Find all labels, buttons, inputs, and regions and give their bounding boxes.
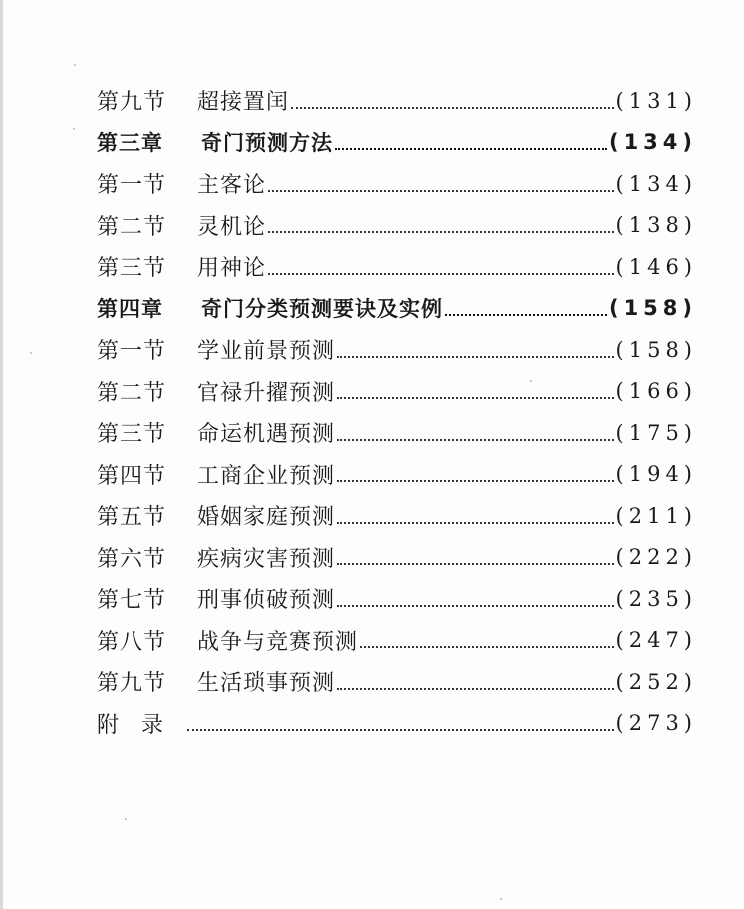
dot-leader bbox=[337, 541, 614, 565]
toc-entry-label: 第一节 bbox=[97, 339, 167, 365]
toc-entry[interactable] bbox=[97, 80, 697, 122]
dot-leader bbox=[337, 500, 614, 524]
toc-entry-title: 工商企业预测 bbox=[197, 463, 336, 489]
toc-appendix-entry[interactable] bbox=[97, 703, 697, 745]
toc-entry-label: 第三章 bbox=[97, 131, 163, 156]
toc-entry[interactable] bbox=[97, 620, 697, 662]
toc-chapter-entry[interactable] bbox=[97, 288, 697, 330]
dot-leader bbox=[337, 417, 614, 441]
toc-entry[interactable] bbox=[97, 329, 697, 371]
toc-entry-title: 刑事侦破预测 bbox=[197, 588, 336, 614]
dot-leader bbox=[291, 85, 614, 109]
toc-entry-title: 战争与竞赛预测 bbox=[197, 629, 359, 655]
toc-entry-page: (194) bbox=[615, 462, 697, 487]
toc-entry-page: (158) bbox=[608, 296, 697, 321]
toc-entry-label: 第二节 bbox=[97, 380, 167, 406]
scan-speck bbox=[125, 818, 127, 820]
toc-entry-page: (222) bbox=[615, 545, 697, 570]
toc-entry-label: 第八节 bbox=[97, 629, 167, 655]
toc-entry-title: 奇门预测方法 bbox=[201, 131, 333, 156]
toc-entry-label: 第六节 bbox=[97, 546, 167, 572]
toc-entry-title: 用神论 bbox=[197, 256, 267, 282]
toc-entry-title: 命运机遇预测 bbox=[197, 422, 336, 448]
toc-entry-page: (211) bbox=[615, 503, 697, 528]
toc-entry[interactable] bbox=[97, 205, 697, 247]
toc-entry-label: 第七节 bbox=[97, 588, 167, 614]
dot-leader bbox=[187, 707, 614, 731]
table-of-contents bbox=[97, 80, 697, 744]
toc-entry[interactable] bbox=[97, 578, 697, 620]
scan-speck bbox=[530, 380, 532, 382]
toc-entry[interactable] bbox=[97, 495, 697, 537]
toc-entry-title: 疾病灾害预测 bbox=[197, 546, 336, 572]
toc-entry-label: 附录 bbox=[97, 712, 186, 738]
toc-entry-page: (158) bbox=[615, 337, 697, 362]
dot-leader bbox=[268, 168, 614, 192]
toc-entry-page: (134) bbox=[615, 171, 697, 196]
toc-chapter-entry[interactable] bbox=[97, 122, 697, 164]
dot-leader bbox=[337, 666, 614, 690]
toc-entry-label: 第三节 bbox=[97, 256, 167, 282]
toc-entry-title: 超接置闰 bbox=[197, 90, 290, 116]
dot-leader bbox=[445, 292, 607, 316]
toc-entry-label: 第二节 bbox=[97, 214, 167, 240]
toc-entry-label: 第三节 bbox=[97, 422, 167, 448]
dot-leader bbox=[337, 583, 614, 607]
toc-entry[interactable] bbox=[97, 537, 697, 579]
toc-entry-title: 生活琐事预测 bbox=[197, 671, 336, 697]
toc-entry-title: 主客论 bbox=[197, 173, 267, 199]
dot-leader bbox=[337, 375, 614, 399]
toc-entry[interactable] bbox=[97, 371, 697, 413]
toc-entry-title: 官禄升擢预测 bbox=[197, 380, 336, 406]
toc-entry-page: (134) bbox=[608, 130, 697, 155]
toc-entry[interactable] bbox=[97, 412, 697, 454]
scan-speck bbox=[74, 64, 76, 66]
dot-leader bbox=[268, 209, 614, 233]
scan-speck bbox=[30, 352, 32, 354]
dot-leader bbox=[268, 251, 614, 275]
toc-entry-page: (273) bbox=[615, 711, 697, 736]
page-left-edge bbox=[0, 0, 3, 909]
toc-entry-page: (252) bbox=[615, 669, 697, 694]
scan-speck bbox=[73, 128, 75, 130]
toc-entry[interactable] bbox=[97, 163, 697, 205]
toc-entry-label: 第九节 bbox=[97, 671, 167, 697]
toc-entry-page: (138) bbox=[615, 213, 697, 238]
toc-entry-label: 第九节 bbox=[97, 90, 167, 116]
toc-entry-title: 灵机论 bbox=[197, 214, 267, 240]
toc-entry[interactable] bbox=[97, 661, 697, 703]
toc-entry-title: 奇门分类预测要诀及实例 bbox=[201, 297, 443, 322]
toc-entry[interactable] bbox=[97, 454, 697, 496]
toc-entry-label: 第五节 bbox=[97, 505, 167, 531]
dot-leader bbox=[335, 126, 607, 150]
toc-entry-page: (146) bbox=[615, 254, 697, 279]
toc-entry-label: 第四章 bbox=[97, 297, 163, 322]
toc-entry-title: 婚姻家庭预测 bbox=[197, 505, 336, 531]
scan-speck bbox=[500, 898, 502, 900]
toc-entry-page: (175) bbox=[615, 420, 697, 445]
toc-entry[interactable] bbox=[97, 246, 697, 288]
toc-entry-page: (131) bbox=[615, 88, 697, 113]
toc-entry-page: (166) bbox=[615, 379, 697, 404]
toc-entry-label: 第四节 bbox=[97, 463, 167, 489]
dot-leader bbox=[360, 624, 614, 648]
toc-entry-label: 第一节 bbox=[97, 173, 167, 199]
dot-leader bbox=[337, 458, 614, 482]
toc-entry-page: (247) bbox=[615, 628, 697, 653]
toc-entry-page: (235) bbox=[615, 586, 697, 611]
dot-leader bbox=[337, 334, 614, 358]
toc-entry-title: 学业前景预测 bbox=[197, 339, 336, 365]
